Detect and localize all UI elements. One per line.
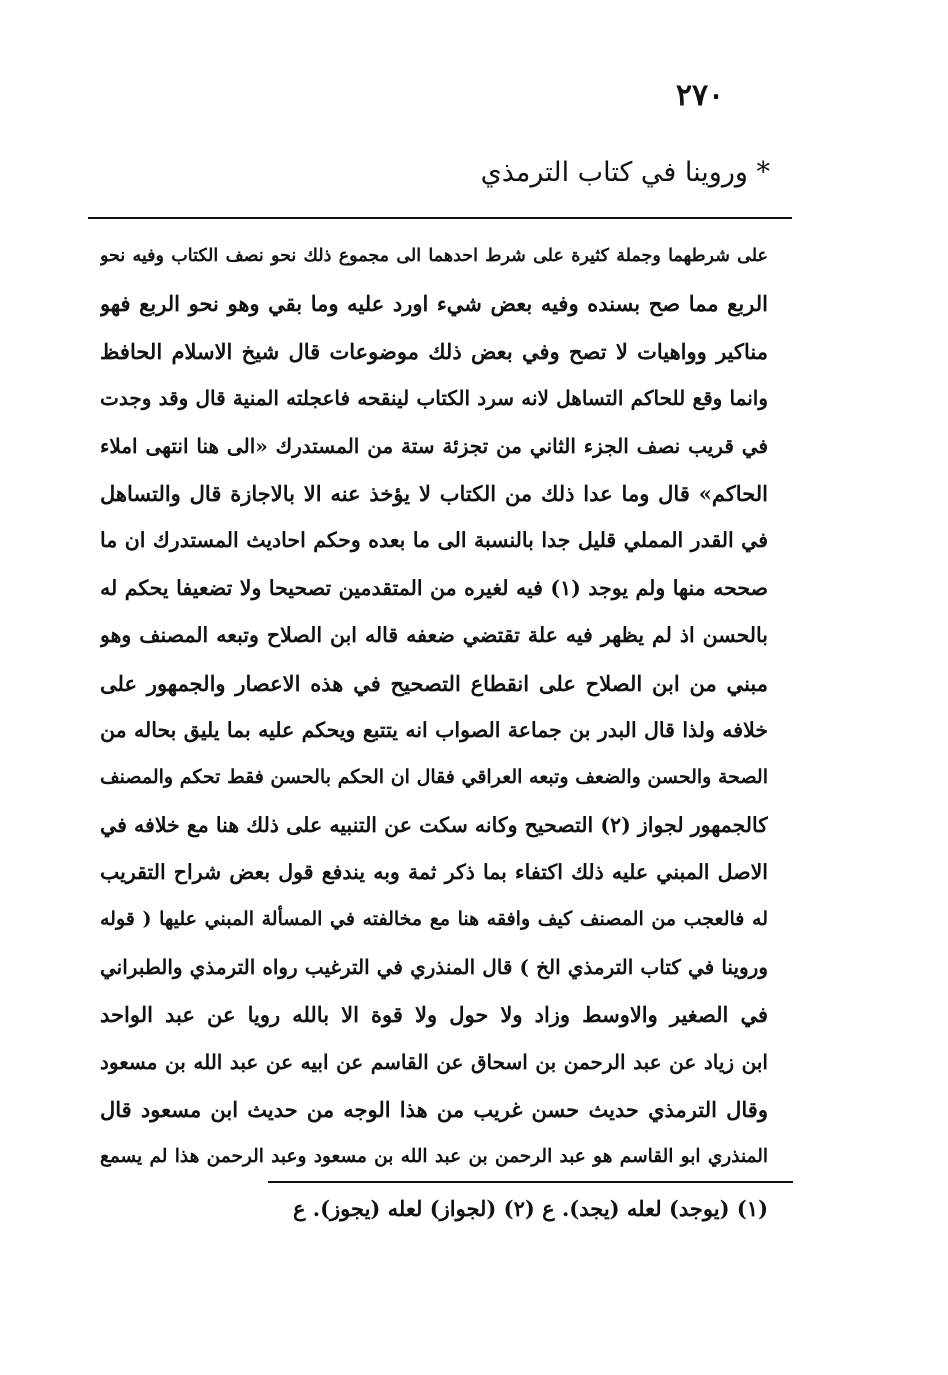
text-line: مناكير وواهيات لا تصح وفي بعض ذلك موضوعات قال شيخ الاسلام الحافظ [100, 338, 768, 364]
text-line: الحاكم» قال وما عدا ذلك من الكتاب لا يؤخذ عنه الا بالاجازة قال والتساهل [100, 480, 768, 506]
text-line: له فالعجب من المصنف كيف وافقه هنا مع مخالفته في المسألة المبني عليها ( قوله [100, 908, 768, 931]
main-text [100, 233, 768, 1181]
text-line: بالحسن اذ لم يظهر فيه علة تقتضي ضعفه قاله ابن الصلاح وتبعه المصنف وهو [100, 623, 768, 648]
text-line: الاصل المبني عليه ذلك اكتفاء بما ذكر ثمة وبه يندفع قول بعض شراح التقريب [100, 860, 768, 885]
page-number: ٢٧٠ [675, 78, 725, 113]
text-line: المنذري ابو القاسم هو عبد الرحمن بن عبد الله بن مسعود وعبد الرحمن هذا لم يسمع [100, 1146, 768, 1168]
footnote-divider [268, 1181, 793, 1183]
top-divider [88, 217, 792, 219]
text-line: على شرطهما وجملة كثيرة على شرط احدهما الى مجموع ذلك نحو نصف الكتاب وفيه نحو [100, 246, 768, 266]
text-line: ابن زياد عن عبد الرحمن بن اسحاق عن القاسم عن ابيه عن عبد الله بن مسعود [100, 1049, 768, 1074]
text-line: وروينا في كتاب الترمذي الخ ) قال المنذري في الترغيب رواه الترمذي والطبراني [100, 954, 768, 979]
text-line: كالجمهور لجواز (٢) التصحيح وكانه سكت عن التنبيه على ذلك هنا مع خلافه في [100, 812, 768, 837]
footnote: (١) (يوجد) لعله (يجد). ع (٢) (لجواز) لعله (يجوز). ع [292, 1196, 768, 1221]
text-line: وقال الترمذي حديث حسن غريب من هذا الوجه من حديث ابن مسعود قال [100, 1097, 768, 1123]
text-line: صححه منها ولم يوجد (١) فيه لغيره من المتقدمين تصحيحا ولا تضعيفا يحكم له [100, 575, 768, 600]
text-line: مبني من ابن الصلاح على انقطاع التصحيح في هذه الاعصار والجمهور على [100, 670, 768, 696]
text-line: خلافه ولذا قال البدر بن جماعة الصواب انه يتتبع ويحكم عليه بما يليق بحاله من [100, 717, 768, 742]
text-line: وانما وقع للحاكم التساهل لانه سرد الكتاب لينقحه فاعجلته المنية قال وقد وجدت [100, 386, 768, 411]
text-line: الربع مما صح بسنده وفيه بعض شيء اورد عليه وما بقي وهو نحو الربع فهو [100, 291, 768, 317]
text-line: في القدر المملي قليل جدا بالنسبة الى ما بعده وحكم احاديث المستدرك ان ما [100, 528, 768, 553]
section-heading: * وروينا في كتاب الترمذي [480, 157, 770, 188]
text-line: في الصغير والاوسط وزاد ولا حول ولا قوة الا بالله رويا عن عبد الواحد [100, 1002, 768, 1028]
text-line: في قريب نصف الجزء الثاني من تجزئة ستة من المستدرك «الى هنا انتهى املاء [100, 433, 768, 458]
text-line: الصحة والحسن والضعف وتبعه العراقي فقال ان الحكم بالحسن فقط تحكم والمصنف [100, 766, 768, 789]
